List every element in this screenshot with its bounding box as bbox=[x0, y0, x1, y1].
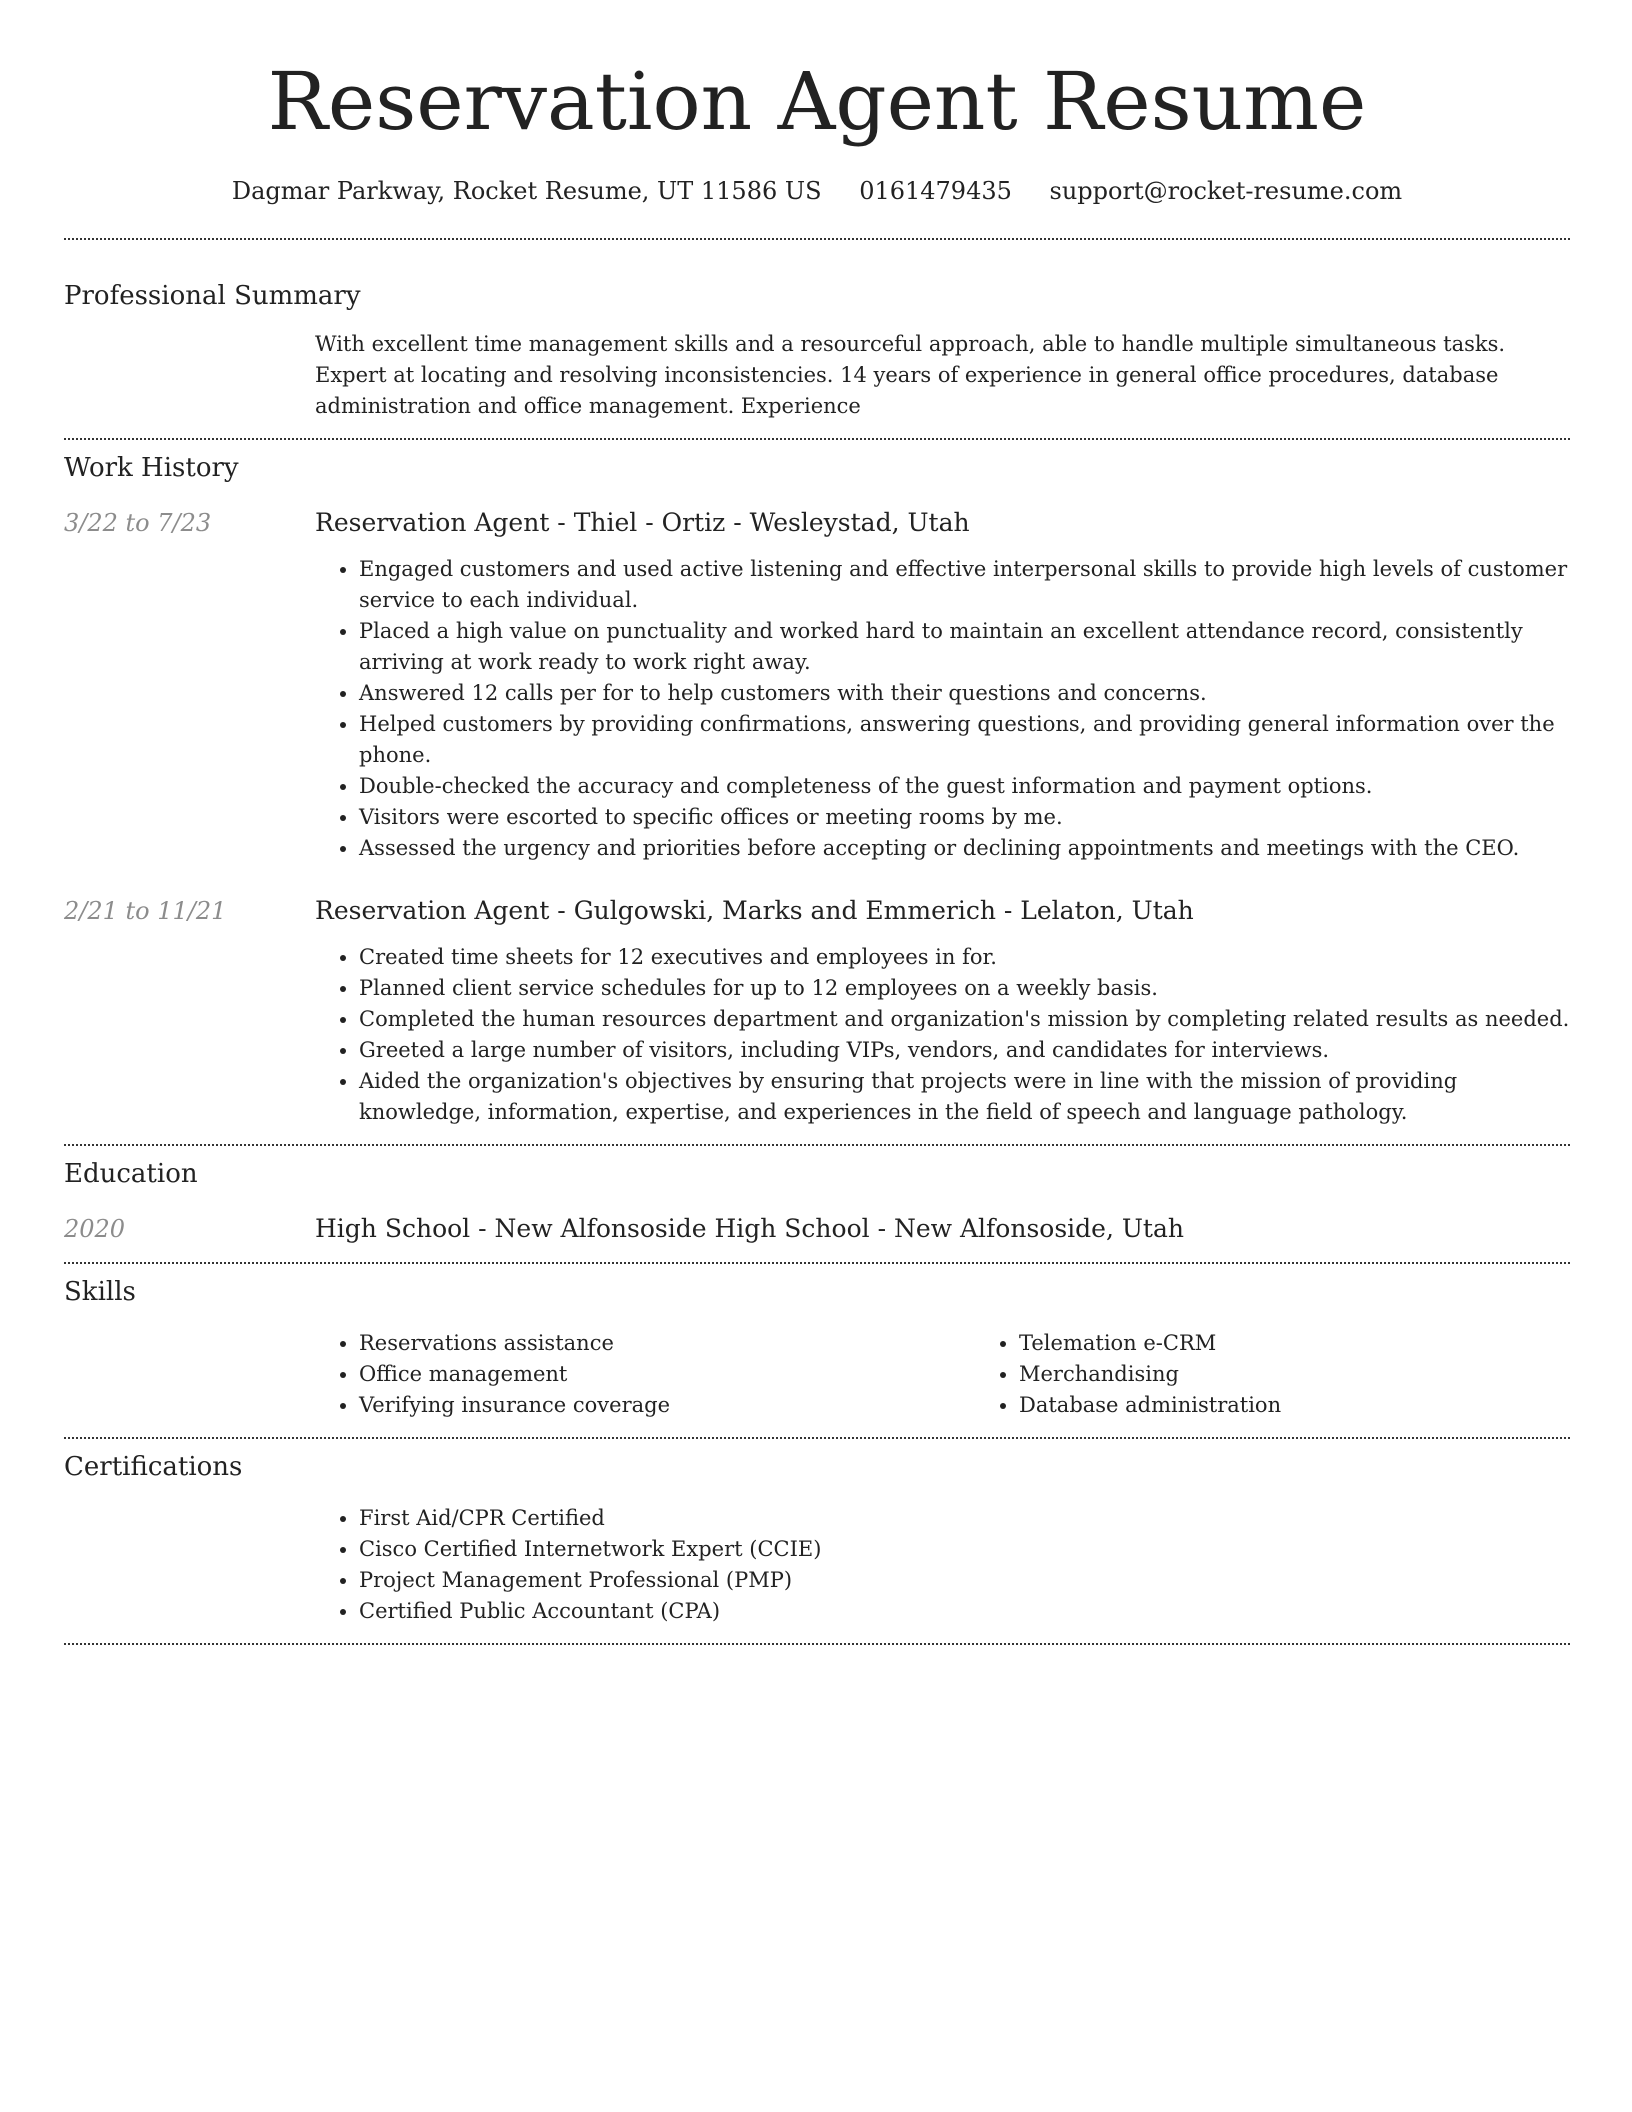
job-bullet: • Double-checked the accuracy and completeness of the guest information and payment options. bbox=[359, 771, 1570, 802]
contact-address: Dagmar Parkway, Rocket Resume, UT 11586 US bbox=[231, 177, 822, 205]
job-bullet: • Aided the organization's objectives by ensuring that projects were in line with the mission of providing knowledge, information, expertise, and experiences in the field of speech and language pathology. bbox=[359, 1066, 1570, 1128]
skills-list-right bbox=[975, 1328, 1632, 1421]
job-entry bbox=[64, 506, 1570, 864]
job-bullet: • Completed the human resources department and organization's mission by completing related results as needed. bbox=[359, 1004, 1570, 1035]
skill-item: • Merchandising bbox=[1019, 1359, 1632, 1390]
education-year: 2020 bbox=[64, 1215, 126, 1243]
resume-title: Reservation Agent Resume bbox=[267, 55, 1367, 148]
skills-list-left bbox=[315, 1328, 975, 1421]
skills-heading: Skills bbox=[64, 1277, 136, 1307]
work-history-heading: Work History bbox=[64, 453, 239, 483]
education-section bbox=[64, 1146, 1570, 1262]
education-title bbox=[315, 1212, 1570, 1246]
contact-phone: 0161479435 bbox=[859, 177, 1012, 205]
summary-heading: Professional Summary bbox=[64, 281, 361, 311]
job-dates: 3/22 to 7/23 bbox=[64, 509, 212, 537]
job-bullet: • Greeted a large number of visitors, including VIPs, vendors, and candidates for interviews. bbox=[359, 1035, 1570, 1066]
education-school: - New Alfonsoside High School - New Alfonsoside, Utah bbox=[470, 1214, 1184, 1243]
job-bullets bbox=[315, 554, 1570, 864]
job-bullet: • Helped customers by providing confirmations, answering questions, and providing general information over the phone. bbox=[359, 709, 1570, 771]
education-degree: High School bbox=[315, 1214, 471, 1243]
job-dates: 2/21 to 11/21 bbox=[64, 897, 227, 925]
certification-item: • First Aid/CPR Certified bbox=[359, 1503, 1570, 1534]
job-bullet: • Engaged customers and used active listening and effective interpersonal skills to provide high levels of customer service to each individual. bbox=[359, 554, 1570, 616]
skill-item: • Reservations assistance bbox=[359, 1328, 975, 1359]
skill-item: • Verifying insurance coverage bbox=[359, 1390, 975, 1421]
skill-item: • Telemation e-CRM bbox=[1019, 1328, 1632, 1359]
contact-line bbox=[64, 174, 1570, 208]
certification-item: • Project Management Professional (PMP) bbox=[359, 1565, 1570, 1596]
divider bbox=[64, 1643, 1570, 1645]
job-bullets bbox=[315, 942, 1570, 1128]
education-heading: Education bbox=[64, 1159, 198, 1189]
certification-item: • Certified Public Accountant (CPA) bbox=[359, 1596, 1570, 1627]
certification-item: • Cisco Certified Internetwork Expert (CCIE) bbox=[359, 1534, 1570, 1565]
job-title: Reservation Agent - Gulgowski, Marks and Emmerich - Lelaton, Utah bbox=[315, 896, 1194, 925]
job-bullet: • Created time sheets for 12 executives and employees in for. bbox=[359, 942, 1570, 973]
work-history-section bbox=[64, 440, 1570, 1144]
job-bullet: • Answered 12 calls per for to help customers with their questions and concerns. bbox=[359, 678, 1570, 709]
contact-email: support@rocket-resume.com bbox=[1049, 177, 1403, 205]
skill-item: • Office management bbox=[359, 1359, 975, 1390]
certifications-heading: Certifications bbox=[64, 1452, 243, 1482]
resume-page bbox=[64, 0, 1570, 1645]
certifications-section bbox=[64, 1439, 1570, 1643]
job-bullet: • Assessed the urgency and priorities before accepting or declining appointments and meetings with the CEO. bbox=[359, 833, 1570, 864]
education-entry bbox=[64, 1212, 1570, 1246]
summary-text: With excellent time management skills and a resourceful approach, able to handle multiple simultaneous tasks. Expert at locating and resolving inconsistencies. 14 years of experience in general office procedures, database administration and office management. Experience bbox=[315, 332, 1506, 418]
certifications-list bbox=[315, 1503, 1570, 1627]
skills-section bbox=[64, 1264, 1570, 1437]
job-bullet: • Planned client service schedules for up to 12 employees on a weekly basis. bbox=[359, 973, 1570, 1004]
job-entry bbox=[64, 894, 1570, 1128]
skill-item: • Database administration bbox=[1019, 1390, 1632, 1421]
job-title: Reservation Agent - Thiel - Ortiz - Wesleystad, Utah bbox=[315, 508, 970, 537]
summary-section bbox=[64, 240, 1570, 438]
job-bullet: • Visitors were escorted to specific offices or meeting rooms by me. bbox=[359, 802, 1570, 833]
job-bullet: • Placed a high value on punctuality and worked hard to maintain an excellent attendance record, consistently arriving at work ready to work right away. bbox=[359, 616, 1570, 678]
